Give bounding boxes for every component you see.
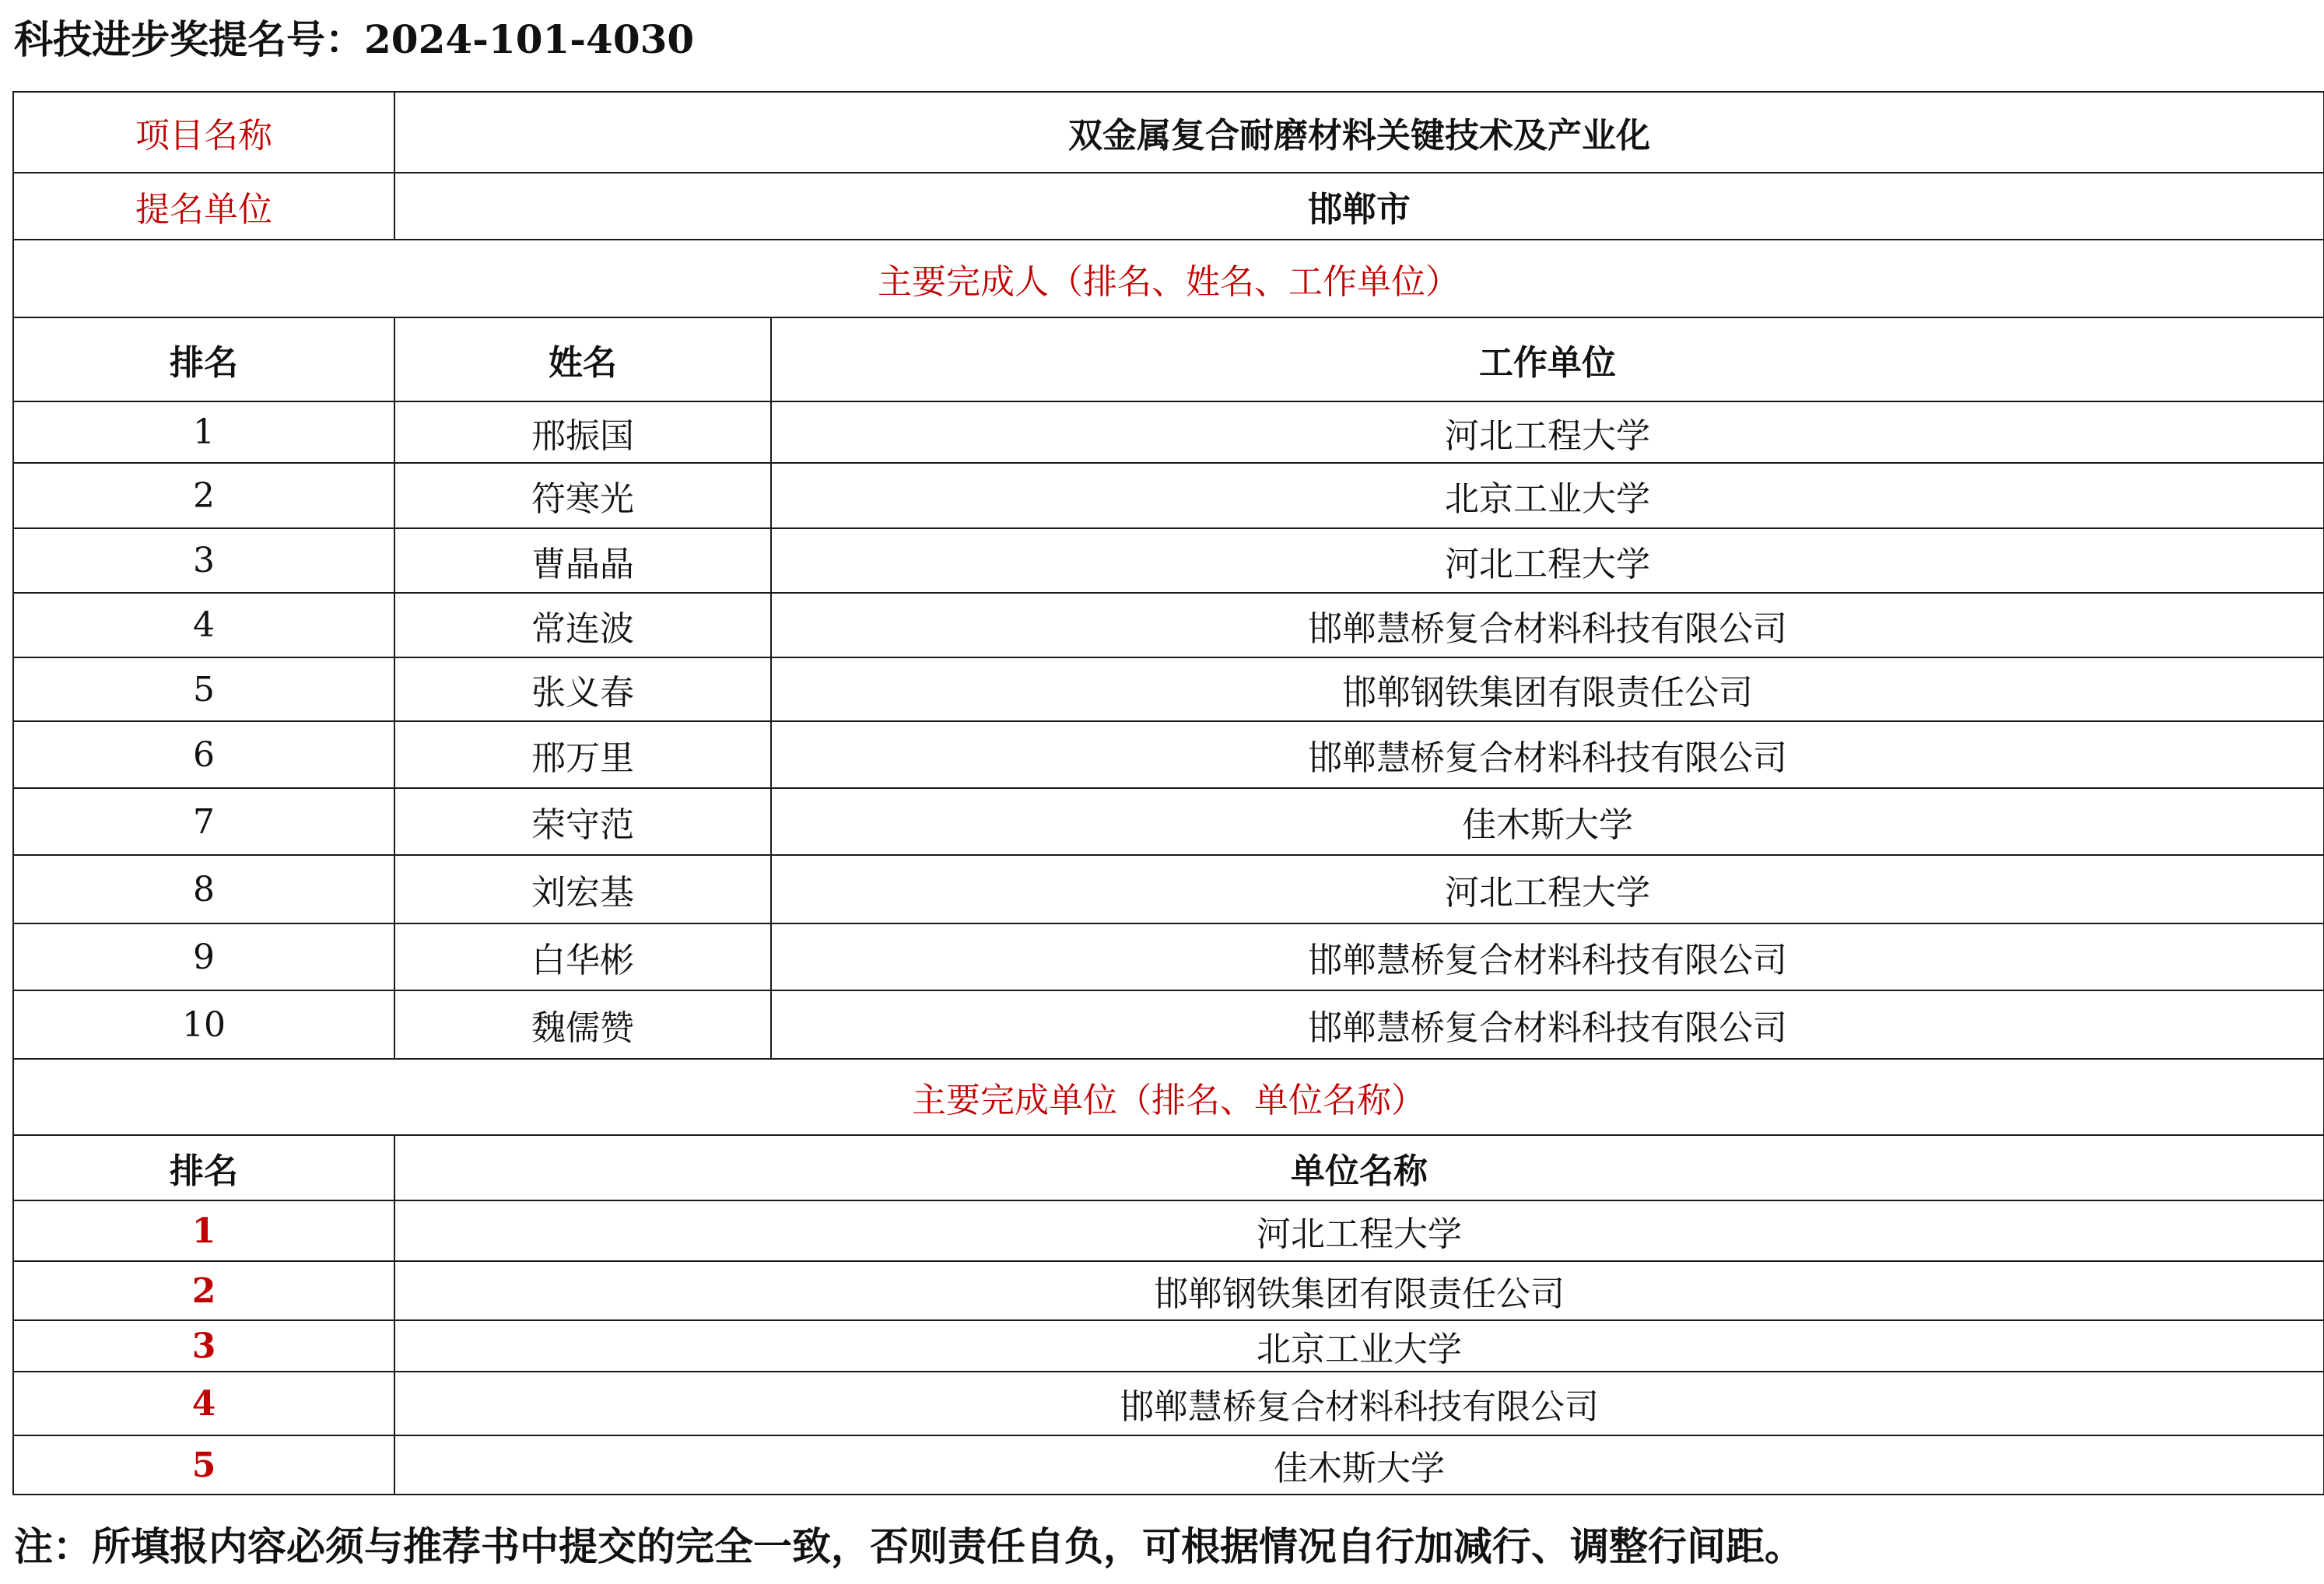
person-row: [13, 593, 2324, 657]
unit-row: [13, 1320, 2324, 1372]
person-unit: 邯郸慧桥复合材料科技有限公司: [771, 721, 2324, 788]
person-name: 符寒光: [394, 463, 771, 528]
unit-rank: 1: [13, 1200, 394, 1261]
person-unit: 河北工程大学: [771, 855, 2324, 923]
unit-rank: 3: [13, 1320, 394, 1372]
person-row: [13, 788, 2324, 855]
person-name: 荣守范: [394, 788, 771, 855]
person-name: 白华彬: [394, 923, 771, 990]
person-rank: 6: [13, 721, 394, 788]
unit-name: 北京工业大学: [394, 1320, 2324, 1372]
person-name: 邢万里: [394, 721, 771, 788]
person-unit: 北京工业大学: [771, 463, 2324, 528]
person-rank: 5: [13, 657, 394, 721]
unit-row: [13, 1372, 2324, 1435]
person-unit: 河北工程大学: [771, 528, 2324, 593]
person-name: 曹晶晶: [394, 528, 771, 593]
persons-section-title: 主要完成人（排名、姓名、工作单位）: [13, 240, 2324, 317]
persons-header-row: [13, 317, 2324, 401]
persons-header-unit: 工作单位: [771, 317, 2324, 401]
persons-section-row: [13, 240, 2324, 317]
person-row: [13, 401, 2324, 463]
person-row: [13, 855, 2324, 923]
nominator-row: [13, 173, 2324, 240]
person-name: 魏儒赞: [394, 990, 771, 1059]
units-section-row: [13, 1059, 2324, 1135]
units-header-name: 单位名称: [394, 1135, 2324, 1200]
person-row: [13, 528, 2324, 593]
person-rank: 9: [13, 923, 394, 990]
nomination-number-heading: 科技进步奖提名号：2024-101-4030: [14, 16, 695, 62]
person-unit: 邯郸慧桥复合材料科技有限公司: [771, 923, 2324, 990]
nominator-name: 邯郸市: [394, 173, 2324, 240]
unit-row: [13, 1435, 2324, 1495]
person-unit: 佳木斯大学: [771, 788, 2324, 855]
person-name: 常连波: [394, 593, 771, 657]
person-rank: 3: [13, 528, 394, 593]
person-rank: 8: [13, 855, 394, 923]
person-rank: 10: [13, 990, 394, 1059]
unit-row: [13, 1261, 2324, 1320]
unit-row: [13, 1200, 2324, 1261]
units-header-row: [13, 1135, 2324, 1200]
unit-rank: 2: [13, 1261, 394, 1320]
person-unit: 邯郸慧桥复合材料科技有限公司: [771, 593, 2324, 657]
project-name: 双金属复合耐磨材料关键技术及产业化: [394, 92, 2324, 173]
unit-name: 邯郸钢铁集团有限责任公司: [394, 1261, 2324, 1320]
nomination-table: [12, 91, 2324, 1495]
person-unit: 邯郸钢铁集团有限责任公司: [771, 657, 2324, 721]
units-header-rank: 排名: [13, 1135, 394, 1200]
person-row: [13, 463, 2324, 528]
person-name: 邢振国: [394, 401, 771, 463]
person-unit: 邯郸慧桥复合材料科技有限公司: [771, 990, 2324, 1059]
person-row: [13, 657, 2324, 721]
footnote: 注：所填报内容必须与推荐书中提交的完全一致，否则责任自负，可根据情况自行加减行、调整行间距。: [14, 1523, 1803, 1569]
persons-header-name: 姓名: [394, 317, 771, 401]
person-row: [13, 721, 2324, 788]
unit-name: 河北工程大学: [394, 1200, 2324, 1261]
person-rank: 7: [13, 788, 394, 855]
person-rank: 1: [13, 401, 394, 463]
unit-rank: 4: [13, 1372, 394, 1435]
person-name: 张义春: [394, 657, 771, 721]
project-label: 项目名称: [13, 92, 394, 173]
person-rank: 2: [13, 463, 394, 528]
person-unit: 河北工程大学: [771, 401, 2324, 463]
unit-rank: 5: [13, 1435, 394, 1495]
unit-name: 佳木斯大学: [394, 1435, 2324, 1495]
project-row: [13, 92, 2324, 173]
nominator-label: 提名单位: [13, 173, 394, 240]
person-row: [13, 990, 2324, 1059]
person-rank: 4: [13, 593, 394, 657]
person-name: 刘宏基: [394, 855, 771, 923]
unit-name: 邯郸慧桥复合材料科技有限公司: [394, 1372, 2324, 1435]
persons-header-rank: 排名: [13, 317, 394, 401]
person-row: [13, 923, 2324, 990]
units-section-title: 主要完成单位（排名、单位名称）: [13, 1059, 2324, 1135]
